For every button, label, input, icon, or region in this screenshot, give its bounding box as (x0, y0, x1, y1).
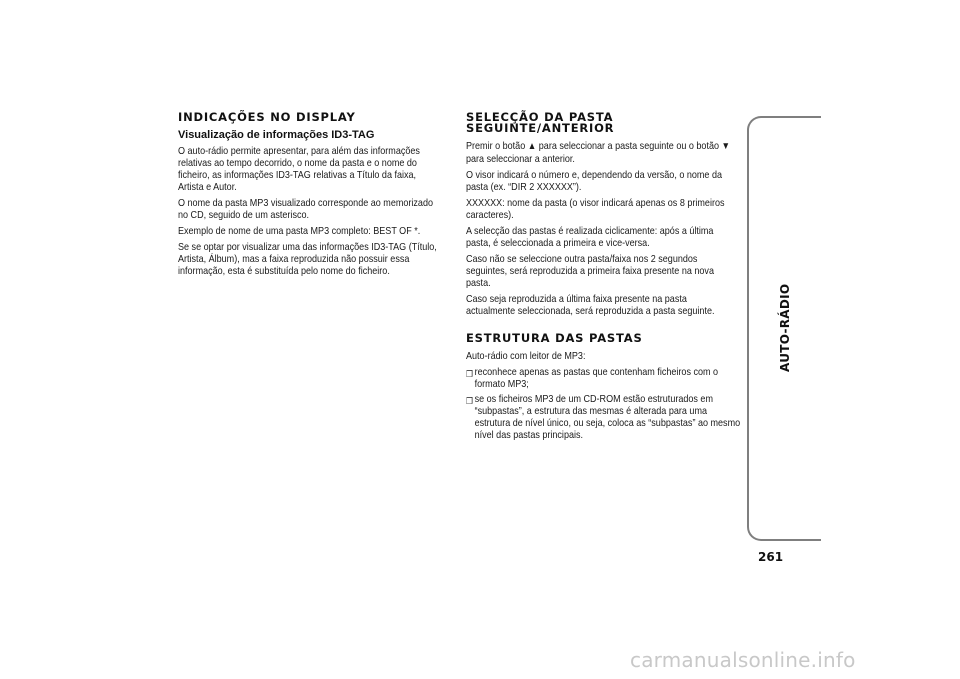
section-heading-folder-selection (466, 112, 734, 134)
text-fragment: para seleccionar a anterior. (466, 153, 575, 165)
arrow-down-icon: ▼ (721, 141, 731, 152)
text-fragment: para seleccionar a pasta seguinte ou o botão (538, 140, 720, 152)
paragraph: Caso seja reproduzida a última faixa presente na pasta actualmente seleccionada, será reproduzida a pasta seguinte. (466, 293, 715, 317)
checkbox-bullet-icon: ❒ (466, 396, 473, 406)
paragraph-buttons (466, 140, 733, 165)
page-number: 261 (758, 550, 784, 564)
list-item-text: se os ficheiros MP3 de um CD-ROM estão estruturados em “subpastas”, a estrutura das mesmas é alterada para uma estrutura de nível único, ou seja, coloca as “subpastas” ao mesmo nível das pastas principais. (474, 393, 741, 441)
chapter-label: AUTO-RÁDIO (778, 283, 792, 372)
paragraph: Exemplo de nome de uma pasta MP3 completo: BEST OF *. (178, 225, 421, 237)
paragraph: Caso não se seleccione outra pasta/faixa nos 2 segundos seguintes, será reproduzida a primeira faixa presente na nova pasta. (466, 253, 714, 289)
paragraph: O visor indicará o número e, dependendo da versão, o nome da pasta (ex. “DIR 2 XXXXXX”). (466, 169, 723, 193)
subheading-id3-tag: Visualização de informações ID3-TAG (178, 129, 375, 141)
section-heading-folder-structure: ESTRUTURA DAS PASTAS (466, 331, 643, 345)
paragraph: A selecção das pastas é realizada ciclicamente: após a última pasta, é seleccionada a primeira e vice-versa. (466, 225, 714, 249)
paragraph: O nome da pasta MP3 visualizado corresponde ao memorizado no CD, seguido de um asterisco. (178, 197, 433, 221)
heading-line: SEGUINTE/ANTERIOR (466, 121, 615, 135)
list-item (466, 366, 742, 390)
bullet-list (466, 366, 741, 441)
arrow-up-icon: ▲ (527, 141, 537, 152)
section-heading-display: INDICAÇÕES NO DISPLAY (178, 110, 356, 124)
checkbox-bullet-icon: ❒ (466, 369, 473, 379)
paragraph: O auto-rádio permite apresentar, para além das informações relativas ao tempo decorrido, o nome da pasta e o nome do ficheiro, as informações ID3-TAG relativas a Título da faixa, Artista e Autor. (178, 145, 420, 193)
list-item (466, 393, 742, 441)
right-column (466, 110, 741, 444)
list-item-text: reconhece apenas as pastas que contenham ficheiros com o formato MP3; (474, 366, 719, 390)
paragraph-intro: Auto-rádio com leitor de MP3: (466, 350, 586, 362)
paragraph: XXXXXX: nome da pasta (o visor indicará apenas os 8 primeiros caracteres). (466, 197, 725, 221)
text-fragment: Premir o botão (466, 140, 526, 152)
watermark: carmanualsonline.info (630, 648, 856, 672)
paragraph: Se se optar por visualizar uma das informações ID3-TAG (Título, Artista, Álbum), mas a faixa reproduzida não possuir essa informação, esta é substituída pelo nome do ficheiro. (178, 241, 437, 277)
left-column (178, 112, 440, 281)
heading-line: SELECÇÃO DA PASTA (466, 110, 614, 124)
